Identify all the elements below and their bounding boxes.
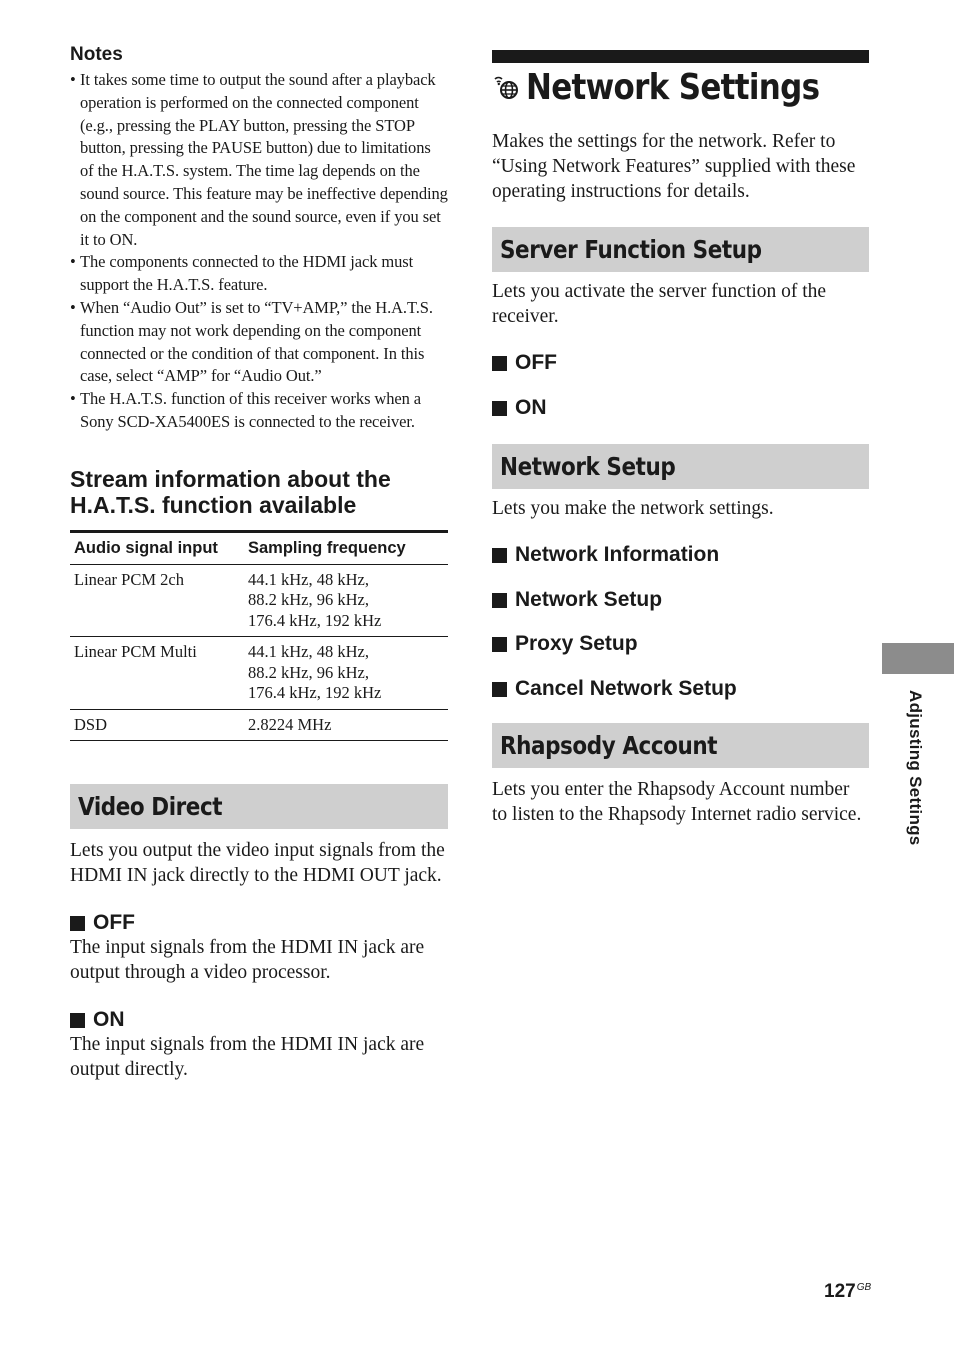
option-label: OFF: [515, 351, 557, 374]
option-label: ON: [93, 1008, 125, 1032]
table-row: [70, 637, 448, 710]
frequency-line: 44.1 kHz, 48 kHz,: [248, 642, 369, 662]
note-item: • The components connected to the HDMI jack must support the H.A.T.S. feature.: [70, 251, 448, 297]
frequency-line: 88.2 kHz, 96 kHz,: [248, 662, 369, 682]
notes-title: Notes: [70, 44, 123, 65]
option-label: Proxy Setup: [515, 632, 638, 655]
stream-info-heading: Stream information about the H.A.T.S. function available: [70, 465, 391, 518]
column-header-audio-input: Audio signal input: [70, 531, 244, 564]
video-direct-description: Lets you output the video input signals from the HDMI IN jack directly to the HDMI OUT jack.: [70, 840, 445, 887]
chapter-side-label: Adjusting Settings: [906, 690, 925, 846]
note-item: • When “Audio Out” is set to “TV+AMP,” the H.A.T.S. function may not work depending on the component connected or the condition of that component. In this case, select “AMP” for “Audio Out.”: [70, 297, 448, 388]
square-bullet-icon: [70, 916, 85, 931]
option-label: OFF: [93, 911, 135, 935]
network-settings-description: Makes the settings for the network. Refer to “Using Network Features” supplied with these operating instructions for details.: [492, 131, 856, 202]
server-function-heading: [492, 227, 869, 272]
video-direct-on-description: The input signals from the HDMI IN jack are output directly.: [70, 1034, 425, 1081]
square-bullet-icon: [492, 682, 507, 697]
frequency-cell: [244, 709, 448, 741]
page-number: [824, 1281, 871, 1303]
server-function-description: Lets you activate the server function of the receiver.: [492, 281, 827, 327]
frequency-line: 2.8224 MHz: [248, 714, 332, 734]
stream-info-table: [70, 530, 448, 742]
frequency-line: 176.4 kHz, 192 kHz: [248, 610, 382, 630]
rhapsody-account-description: Lets you enter the Rhapsody Account number to listen to the Rhapsody Internet radio service.: [492, 779, 862, 825]
table-row: [70, 709, 448, 741]
option-proxy-setup: [492, 632, 869, 656]
network-setup-description: Lets you make the network settings.: [492, 498, 774, 519]
option-label: ON: [515, 396, 547, 419]
server-function-option-off: [492, 351, 869, 375]
note-item: • The H.A.T.S. function of this receiver works when a Sony SCD-XA5400ES is connected to the receiver.: [70, 388, 448, 434]
frequency-line: 88.2 kHz, 96 kHz,: [248, 590, 369, 610]
frequency-line: 176.4 kHz, 192 kHz: [248, 683, 382, 703]
network-settings-title-row: [492, 67, 869, 108]
video-direct-off-description: The input signals from the HDMI IN jack are output through a video processor.: [70, 937, 425, 984]
note-item: • It takes some time to output the sound after a playback operation is performed on the connected component (e.g., pressing the PLAY button, pressing the STOP button, pressing the PAUSE button) due to limitations of the H.A.T.S. system. The time lag depends on the sound source. This feature may be ineffective depending on the component and the sound source, even if you set it to ON.: [70, 69, 448, 251]
video-direct-heading: [70, 784, 448, 829]
chapter-side-tab: [882, 643, 954, 674]
table-header-row: [70, 531, 448, 564]
network-setup-heading: [492, 444, 869, 489]
network-setup-heading-text: Network Setup: [500, 452, 676, 481]
video-direct-option-off: [70, 911, 448, 935]
notes-list: [70, 69, 448, 434]
option-label: Network Setup: [515, 588, 663, 611]
frequency-cell: [244, 564, 448, 637]
audio-input-cell: Linear PCM 2ch: [70, 564, 244, 637]
video-direct-heading-text: Video Direct: [78, 792, 223, 822]
audio-input-cell: DSD: [70, 709, 244, 741]
square-bullet-icon: [492, 637, 507, 652]
page-number-suffix: GB: [856, 1282, 872, 1293]
server-function-option-on: [492, 396, 869, 420]
section-top-rule: [492, 50, 869, 63]
network-globe-icon: [492, 73, 522, 103]
rhapsody-account-heading-text: Rhapsody Account: [500, 731, 718, 760]
frequency-line: 44.1 kHz, 48 kHz,: [248, 569, 369, 589]
option-label: Cancel Network Setup: [515, 677, 737, 700]
square-bullet-icon: [492, 593, 507, 608]
table-row: [70, 564, 448, 637]
column-header-sampling-frequency: Sampling frequency: [244, 531, 448, 564]
audio-input-cell: Linear PCM Multi: [70, 637, 244, 710]
video-direct-option-on: [70, 1008, 448, 1032]
square-bullet-icon: [492, 548, 507, 563]
option-cancel-network-setup: [492, 677, 869, 701]
right-column: [492, 50, 869, 827]
square-bullet-icon: [70, 1013, 85, 1028]
square-bullet-icon: [492, 401, 507, 416]
page-title: Network Settings: [526, 67, 820, 108]
rhapsody-account-heading: [492, 723, 869, 768]
option-network-information: [492, 543, 869, 567]
frequency-cell: [244, 637, 448, 710]
option-network-setup: [492, 588, 869, 612]
left-column: [70, 44, 448, 1082]
server-function-heading-text: Server Function Setup: [500, 235, 762, 264]
option-label: Network Information: [515, 543, 720, 566]
square-bullet-icon: [492, 356, 507, 371]
page-number-value: 127: [824, 1281, 856, 1302]
